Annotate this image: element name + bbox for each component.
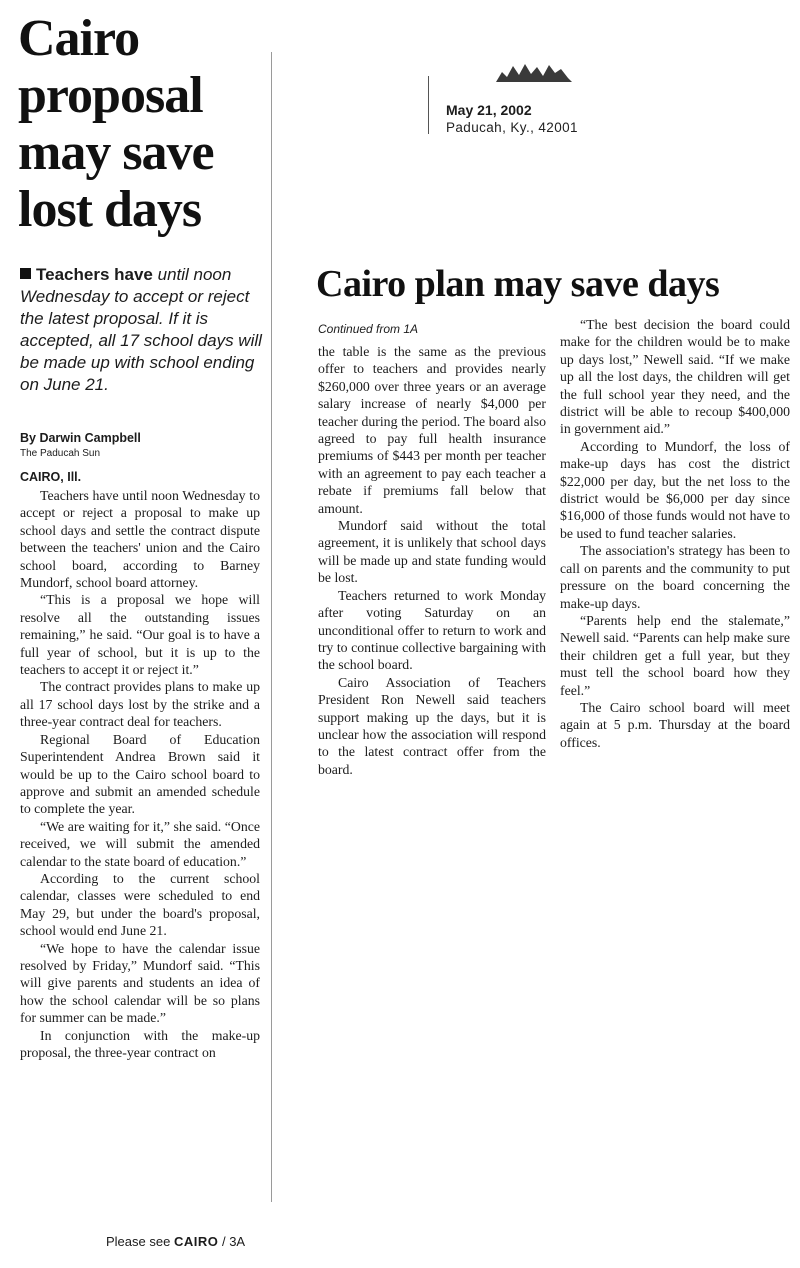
paragraph: “The best decision the board could make for the children would be to make up days lost,” Newell said. “If we make up all the lost days, the children will get the full school year they need, and the district will be able to recoup $400,000 in government aid.” [560,317,790,437]
middle-article-column [318,343,546,828]
paragraph: Regional Board of Education Superintendent Andrea Brown said it would be up to the Cairo school board to approve and submit an amended schedule to complete the year. [20,731,260,817]
paragraph: “We are waiting for it,” she said. “Once received, we will submit the amended calendar to the state board of education.” [20,818,260,869]
paragraph: Mundorf said without the total agreement, it is unlikely that school days will be made up and state funding would be lost. [318,518,546,586]
paragraph: “This is a proposal we hope will resolve all the outstanding issues remaining,” he said. “Our goal is to have a full year of school, but it is up to the teachers to accept it or reject it.” [20,592,260,678]
paragraph: The contract provides plans to make up all 17 school days lost by the strike and a three-year contract deal for teachers. [20,679,260,730]
paragraph: In conjunction with the make-up proposal, the three-year contract on [20,1027,260,1060]
deck-lead: Teachers have [36,265,153,284]
dateline: CAIRO, Ill. [20,470,82,484]
paragraph: The Cairo school board will meet again at 5 p.m. Thursday at the board offices. [560,699,790,750]
byline-source: The Paducah Sun [20,448,101,459]
masthead-logo-icon [494,60,574,86]
paragraph: According to Mundorf, the loss of make-up days has cost the district $22,000 per day, but the net loss to the district would be $6,000 per day since $16,000 of those funds would not have to be used to fund teacher salaries. [560,438,790,541]
column-rule [271,52,272,1202]
article-deck [20,264,270,396]
paragraph: Cairo Association of Teachers President Ron Newell said teachers support making up the days, but it is unclear how the association will respond to the latest contract offer from the board. [318,674,546,777]
paragraph: “Parents help end the stalemate,” Newell said. “Parents can help make sure their children get a full year, but they must tell the school board how they feel.” [560,612,790,698]
continuation-headline: Cairo plan may save days [316,263,720,305]
paragraph: Teachers have until noon Wednesday to accept or reject a proposal to make up school days and settle the contract dispute between the teachers' union and the Cairo school board, according to Barney Mundorf, school board attorney. [20,488,260,591]
paragraph: the table is the same as the previous offer to teachers and provides nearly $260,000 over three years or an average salary increase of nearly $4,000 per teacher during the period. The board also agreed to pay full health insurance premiums of $443 per month per teacher with an agreement to pay each teacher a rebate if premiums fall below that amount. [318,344,546,516]
page-headline: Cairo proposal may save lost days [18,10,214,238]
paragraph: The association's strategy has been to call on parents and the community to put pressure on the board concerning the make-up days. [560,543,790,611]
jump-page: / 3A [221,1234,246,1249]
paragraph: “We hope to have the calendar issue resolved by Friday,” Mundorf said. “This will give parents and students an idea of how the school calendar will be so plans for summer can be made.” [20,940,260,1026]
jump-keyword: CAIRO [173,1234,219,1249]
publication-date: May 21, 2002 [446,102,532,118]
bullet-square-icon [20,268,31,279]
publication-place: Paducah, Ky., 42001 [446,120,578,135]
left-article-body [20,487,260,1235]
paragraph: According to the current school calendar, classes were scheduled to end May 29, but under the board's proposal, school would end June 21. [20,870,260,939]
paragraph: Teachers returned to work Monday after voting Saturday on an unconditional offer to return to work and try to continue collective bargaining with the school board. [318,587,546,673]
deck-text: until noon Wednesday to accept or reject the latest proposal. If it is accepted, all 17 school days will be made up with school ending on June 21. [20,265,262,394]
stamp-rule [428,76,429,134]
jump-prefix: Please see [106,1234,171,1249]
right-article-column [560,316,790,826]
left-clipping [0,0,276,1268]
byline: By Darwin Campbell [20,431,141,445]
continued-from-label: Continued from 1A [318,322,419,336]
jump-line [106,1234,245,1249]
